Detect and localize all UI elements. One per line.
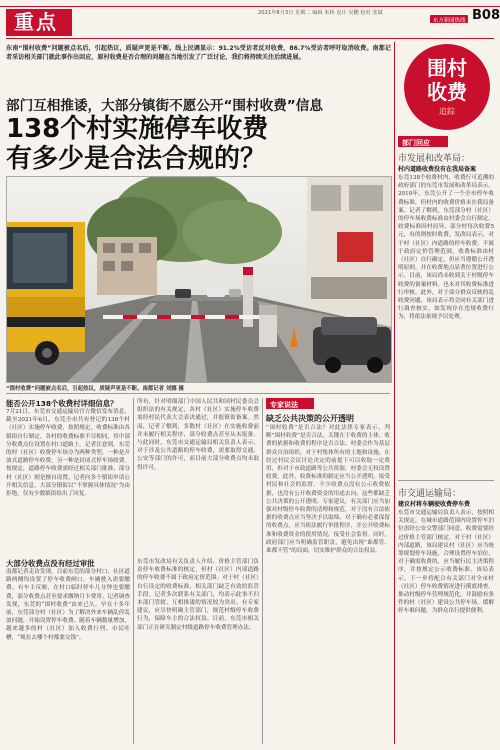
- column-b-text-1: 所有，针对明细部门中国人民共和国村民委员会组织法的有关规定，各村（社区）实施停车收费需经村民代表大会表决通过，并报镇街备案。然而，记者了解到，多数村（社区）在实施收费前并未履行相关程序，部分收费点甚至从未报备。与此同时，东莞市交通运输局相关负责人表示，对于涉及公共道路的停车收费，需要取得交通、公安等部门的许可，而目前大部分收费点均未取得许可。: [137, 399, 259, 471]
- hotline-text: 东方新闻热线: [433, 17, 466, 24]
- sidebar-divider: [394, 42, 395, 744]
- column-divider-2: [262, 398, 263, 744]
- badge-line-2: 收费: [427, 80, 467, 104]
- photo-caption: “围村收费”问题被点名后，引起热议，质疑声更是不断。南都记者 刘娜 摄: [6, 386, 184, 392]
- response-2-subtitle: 建议村将车辆驶收费停车费: [398, 501, 471, 508]
- expert-heading: 缺乏公共决策的公开透明: [266, 414, 354, 423]
- hotline-badge: [430, 15, 468, 23]
- street-scene-image: [7, 177, 391, 382]
- section-heading-1: 能否公开138个收费村详细信息？: [6, 399, 118, 408]
- header-rule: [6, 38, 494, 39]
- dept-response-tag: [398, 136, 448, 147]
- expert-tag: [266, 398, 314, 409]
- response-1-subtitle: 村内道路收费没有在我局备案: [398, 166, 477, 173]
- page-number: B08: [472, 8, 500, 23]
- response-2-title: 市交通运输局：: [398, 489, 462, 499]
- response-1-body: 东莞138个收费村内，收费行可追溯的政府部门的东莞市发展和改革局表示，2010年，东莞公开了一个全市停车收费标准，但村内的收费价格未在我局备案。记者了解到，东莞部分村（社区）的停车场收费标准由村委会自行制定，收费标准因村而异，部分村每次收费5元，有的则按时收费。发改局表示，对于村（社区）内道路的停车收费，不属于政府定价管理范围，收费标准由村（社区）自行确定，但应当遵循公开透明原则，并在收费地点显著位置进行公示。目前，该局尚未收到关于村级停车收费的备案材料，也未对其收费标准进行审核。此外，对于部分群众反映的乱收费问题，该局表示将会同有关部门进行调查核实，如发现存在违规收费行为，将依法依规予以处理。: [398, 175, 494, 321]
- section-label: [6, 9, 72, 36]
- response-1-title: 市发展和改革局：: [398, 154, 471, 164]
- news-photo: [6, 176, 392, 383]
- date-line: 2021年8月3日 星期二 编辑 朱林 设计 吴鹏 校对 张斌: [258, 10, 383, 16]
- badge-line-1: 围村: [427, 56, 467, 80]
- feature-badge: [404, 44, 490, 130]
- headline-line-2: 有多少是合法合规的？: [6, 144, 267, 174]
- column-divider-1: [133, 398, 134, 744]
- caption-rule: [6, 393, 390, 394]
- expert-tag-text: 专家说法: [270, 400, 298, 409]
- section-heading-2: 大部分收费点没有经过审批: [6, 559, 95, 568]
- headline-line-1: 138个村实施停车收费: [6, 114, 269, 144]
- sidebar-rule: [398, 480, 494, 481]
- column-b-text-2: 东莞市发改局有关负责人介绍，价格主管部门负责停车收费标准的核定，但村（社区）内部道路的停车收费不属于政府定价范围。对于村（社区）自行设定的收费标准，相关部门缺乏有效的监管手段。记者多次联系有关部门，均表示此事不归本部门管辖，互相推诿的情况较为突出。有专家建议，应尽快明确主管部门，规范村级停车收费行为，保障车主的合法权益。目前，东莞市相关部门正在研究制定村级道路停车收费管理办法。: [137, 559, 259, 631]
- response-2-body: 东莞市交通运输局负责人表示，按照相关规定，在城市道路范围内设置停车泊位需经公安交警部门同意，收费需要经过价格主管部门核定。对于村（社区）内部道路，该局建议村（社区）应当统筹规划停车设施，合理设置停车泊位，对于确需收费的，应当履行民主决策程序，并按规定公示收费标准。该局表示，下一步将配合有关部门对全市村（社区）停车收费情况进行摸底排查，推动村级停车管理规范化，并鼓励有条件的村（社区）建设公共停车场，缓解停车难问题，为群众出行提供便利。: [398, 510, 494, 615]
- column-a-text-1: 7月21日，东莞市交通运输局官方微信发布消息，截至2021年6月，东莞全市共有登记的138个村（社区）实施停车收费，按照规定，收费标准由各镇街自行制定，各村的收费标准不尽相同，其中部分收费点位设置在村口道路上。记者注意到，东莞的村（社区）收费停车场分为两种类型，一种是开放式道路停车收费，另一种是封闭式停车场收费。按规定，道路停车收费需经过相关部门批准，部分村（社区）则是擅自设置。记者向多个镇街申请公开相关信息，大部分镇街以“不掌握具体情况”为由拒绝，仅有少数镇街给出了回复。: [6, 409, 130, 498]
- column-a-text-2: 南都记者走访发现，目前东莞的部分村口、社区道路两侧均设置了停车收费闸口，车辆驶入需要缴费。有车主反映，在村口临时停车几分钟也要缴费，部分收费点甚至要求缴纳月卡费用。记者调查发现，东莞的“围村收费”由来已久。早在十多年前，东莞部分村（社区）为了解决外来车辆乱停乱放问题，开始设置停车收费。随着车辆数量增加，越来越多的村（社区）加入收费行列。市民吐槽，“现在去哪个村都要交钱”。: [6, 569, 130, 641]
- lede-text: 东南“围村收费”问题被点名后，引起热议，质疑声更是不断。线上民调显示：91.2%受访者反对收费，86.7%受访者呼吁取消收费。南都记者采访相关部门就此事作出回应，原村收费是否合理的问题在当地引发了广泛讨论，我们将持续关注后续进展。: [6, 45, 391, 61]
- expert-text: “围村收费”是否合法？对此法律专家表示，判断“围村收费”是否合法，关键在于收费的主体、收费的依据和收费的程序是否合法。村委会作为基层群众自治组织，对于村集体所有的土地和设施，在经过村民会议讨论决定的前提下可以收取一定费用，但对于市政道路等公共资源，村委会无权设置收费。此外，收费标准的制定应当公开透明，接受村民和社会的监督。不少收费点没有公示收费依据，也没有公开收费资金的用途去向，这些都缺乏公共决策的公开透明。专家建议，有关部门应当加强对村级停车收费的清理和规范，对于没有合法依据的收费点应当坚决予以取缔，对于确有必要保留的收费点，应当依法履行审批程序，并公开收费标准和收费资金的使用情况，接受社会监督。同时，政府部门应当明确监管职责，避免出现“谁都管、谁都不管”的局面，切实维护群众的合法权益。: [266, 425, 390, 555]
- header-accent-bar: [0, 6, 500, 7]
- headline-kicker: 部门互相推诿，大部分镇街不愿公开“围村收费”信息: [6, 98, 323, 114]
- dept-response-tag-text: 部门回应: [402, 138, 430, 147]
- badge-sub: 追踪: [439, 107, 455, 116]
- section-label-text: 重点: [14, 10, 58, 34]
